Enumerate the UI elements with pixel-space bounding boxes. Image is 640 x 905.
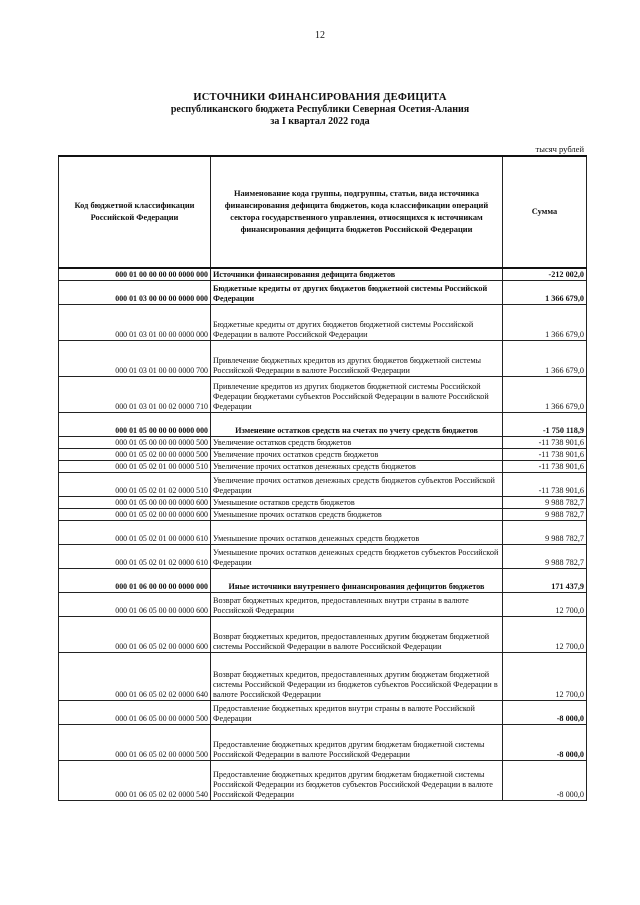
table-row [59, 616, 587, 652]
table-row [59, 496, 587, 508]
row-code: 000 01 05 00 00 00 0000 600 [59, 496, 211, 508]
row-code: 000 01 05 02 00 00 0000 500 [59, 448, 211, 460]
row-code: 000 01 03 01 00 00 0000 700 [59, 340, 211, 376]
table-row [59, 436, 587, 448]
row-name: Привлечение кредитов из других бюджетов бюджетной системы Российской Федерации бюджетами субъектов Российской Федерации в валюте Российской Федерации [211, 376, 503, 412]
row-sum: 9 988 782,7 [503, 496, 587, 508]
financing-sources-table [58, 155, 587, 801]
row-sum: 12 700,0 [503, 616, 587, 652]
table-row [59, 448, 587, 460]
row-code: 000 01 05 02 00 00 0000 600 [59, 508, 211, 520]
row-code: 000 01 06 05 00 00 0000 500 [59, 700, 211, 724]
table-row [59, 724, 587, 760]
title-line-1: ИСТОЧНИКИ ФИНАНСИРОВАНИЯ ДЕФИЦИТА [193, 92, 447, 103]
row-code: 000 01 03 00 00 00 0000 000 [59, 280, 211, 304]
row-name: Возврат бюджетных кредитов, предоставленных другим бюджетам бюджетной системы Российской Федерации из бюджетов субъектов Российской Федерации в валюте Российской Федерации [211, 652, 503, 700]
row-code: 000 01 06 00 00 00 0000 000 [59, 568, 211, 592]
row-sum: 9 988 782,7 [503, 544, 587, 568]
row-sum: 9 988 782,7 [503, 508, 587, 520]
row-code: 000 01 05 02 01 02 0000 610 [59, 544, 211, 568]
row-code: 000 01 05 02 01 02 0000 510 [59, 472, 211, 496]
row-sum: 171 437,9 [503, 568, 587, 592]
row-name: Привлечение бюджетных кредитов из других бюджетов бюджетной системы Российской Федерации в валюте Российской Федерации [211, 340, 503, 376]
document-title [0, 92, 640, 128]
table-row [59, 472, 587, 496]
table-row [59, 652, 587, 700]
table-row [59, 340, 587, 376]
table-row [59, 544, 587, 568]
row-sum: -8 000,0 [503, 724, 587, 760]
row-code: 000 01 03 01 00 02 0000 710 [59, 376, 211, 412]
table-row [59, 304, 587, 340]
row-sum: 1 366 679,0 [503, 376, 587, 412]
table-row [59, 508, 587, 520]
row-name: Предоставление бюджетных кредитов другим бюджетам бюджетной системы Российской Федерации из бюджетов субъектов Российской Федерации в валюте Российской Федерации [211, 760, 503, 800]
row-name: Возврат бюджетных кредитов, предоставленных другим бюджетам бюджетной системы Российской Федерации в валюте Российской Федерации [211, 616, 503, 652]
title-line-3: за I квартал 2022 года [270, 116, 370, 127]
table-row [59, 760, 587, 800]
row-code: 000 01 06 05 02 02 0000 640 [59, 652, 211, 700]
row-sum: 12 700,0 [503, 592, 587, 616]
row-sum: -11 738 901,6 [503, 460, 587, 472]
row-sum: -8 000,0 [503, 760, 587, 800]
table-header-row [59, 156, 587, 268]
header-code: Код бюджетной классификации Российской Федерации [59, 156, 211, 268]
row-name: Уменьшение прочих остатков денежных средств бюджетов субъектов Российской Федерации [211, 544, 503, 568]
units-label: тысяч рублей [535, 144, 584, 154]
row-sum: 1 366 679,0 [503, 304, 587, 340]
row-name: Бюджетные кредиты от других бюджетов бюджетной системы Российской Федерации в валюте Российской Федерации [211, 304, 503, 340]
header-sum: Сумма [503, 156, 587, 268]
row-code: 000 01 03 01 00 00 0000 000 [59, 304, 211, 340]
row-name: Источники финансирования дефицита бюджетов [211, 268, 503, 280]
row-sum: -8 000,0 [503, 700, 587, 724]
row-code: 000 01 05 00 00 00 0000 000 [59, 412, 211, 436]
table-row [59, 412, 587, 436]
table-row [59, 700, 587, 724]
row-name: Увеличение прочих остатков денежных средств бюджетов [211, 460, 503, 472]
row-sum: -212 002,0 [503, 268, 587, 280]
row-name: Уменьшение прочих остатков средств бюджетов [211, 508, 503, 520]
table-row [59, 460, 587, 472]
row-sum: 1 366 679,0 [503, 340, 587, 376]
row-name: Иные источники внутреннего финансирования дефицитов бюджетов [211, 568, 503, 592]
row-code: 000 01 06 05 02 00 0000 600 [59, 616, 211, 652]
header-name: Наименование кода группы, подгруппы, статьи, вида источника финансирования дефицита бюджетов, кода классификации операций сектора государственного управления, относящихся к источникам финансирования дефицита бюджетов Российской Федерации [211, 156, 503, 268]
row-name: Предоставление бюджетных кредитов внутри страны в валюте Российской Федерации [211, 700, 503, 724]
row-name: Увеличение прочих остатков денежных средств бюджетов субъектов Российской Федерации [211, 472, 503, 496]
table-row [59, 268, 587, 280]
row-code: 000 01 05 02 01 00 0000 610 [59, 520, 211, 544]
row-code: 000 01 06 05 02 00 0000 500 [59, 724, 211, 760]
row-sum: 1 366 679,0 [503, 280, 587, 304]
page-number: 12 [315, 30, 325, 41]
table-row [59, 376, 587, 412]
row-sum: -1 750 118,9 [503, 412, 587, 436]
row-name: Уменьшение остатков средств бюджетов [211, 496, 503, 508]
row-sum: 9 988 782,7 [503, 520, 587, 544]
row-name: Увеличение прочих остатков средств бюджетов [211, 448, 503, 460]
row-sum: 12 700,0 [503, 652, 587, 700]
row-name: Возврат бюджетных кредитов, предоставленных внутри страны в валюте Российской Федерации [211, 592, 503, 616]
row-name: Предоставление бюджетных кредитов другим бюджетам бюджетной системы Российской Федерации в валюте Российской Федерации [211, 724, 503, 760]
row-code: 000 01 05 00 00 00 0000 500 [59, 436, 211, 448]
row-code: 000 01 06 05 02 02 0000 540 [59, 760, 211, 800]
row-name: Изменение остатков средств на счетах по учету средств бюджетов [211, 412, 503, 436]
row-code: 000 01 00 00 00 00 0000 000 [59, 268, 211, 280]
row-name: Увеличение остатков средств бюджетов [211, 436, 503, 448]
row-name: Бюджетные кредиты от других бюджетов бюджетной системы Российской Федерации [211, 280, 503, 304]
row-sum: -11 738 901,6 [503, 436, 587, 448]
table-row [59, 568, 587, 592]
row-sum: -11 738 901,6 [503, 448, 587, 460]
row-code: 000 01 05 02 01 00 0000 510 [59, 460, 211, 472]
table-row [59, 280, 587, 304]
table-row [59, 592, 587, 616]
title-line-2: республиканского бюджета Республики Северная Осетия-Алания [170, 104, 470, 115]
row-sum: -11 738 901,6 [503, 472, 587, 496]
table-row [59, 520, 587, 544]
row-code: 000 01 06 05 00 00 0000 600 [59, 592, 211, 616]
row-name: Уменьшение прочих остатков денежных средств бюджетов [211, 520, 503, 544]
